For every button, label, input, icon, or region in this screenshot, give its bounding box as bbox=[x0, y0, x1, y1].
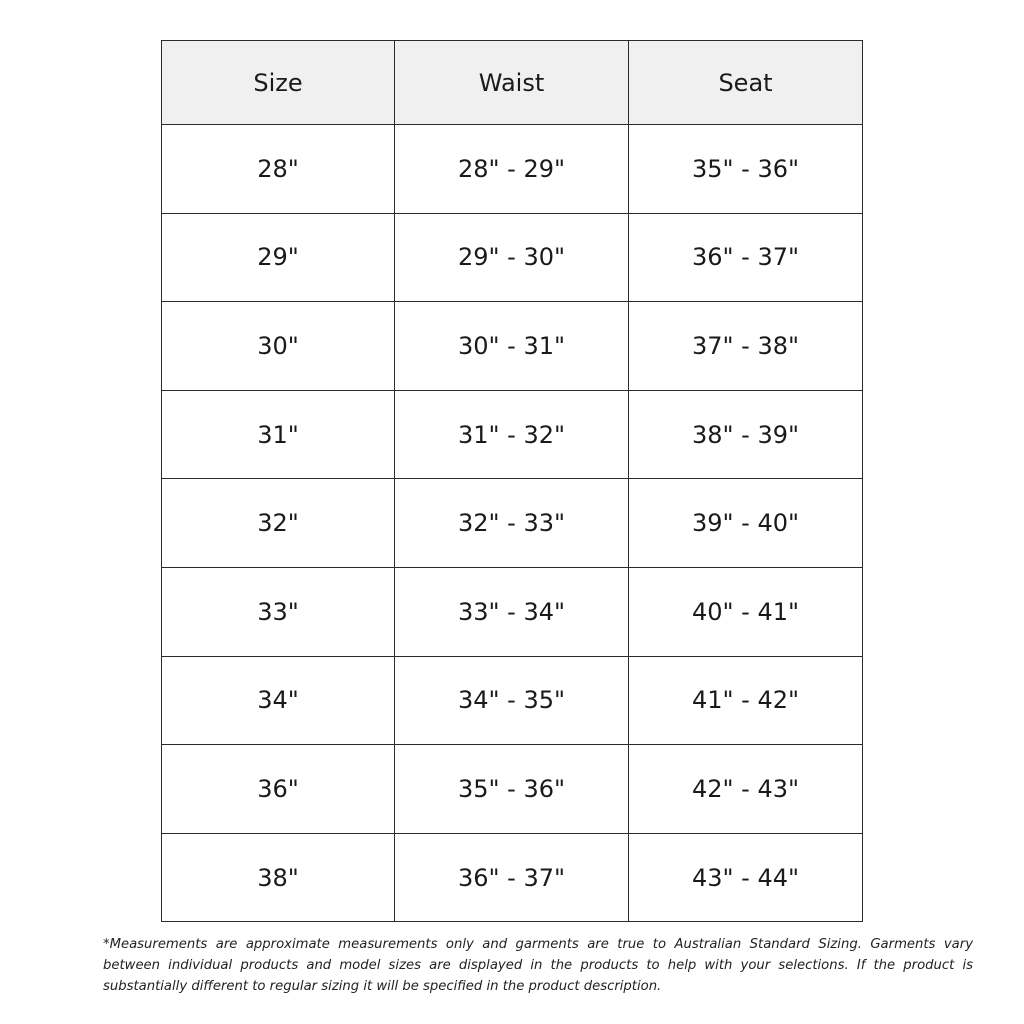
cell-size: 31" bbox=[162, 390, 395, 479]
cell-seat: 40" - 41" bbox=[629, 567, 863, 656]
cell-seat: 43" - 44" bbox=[629, 833, 863, 922]
cell-size: 28" bbox=[162, 125, 395, 214]
table-row bbox=[162, 125, 863, 214]
header-seat: Seat bbox=[629, 41, 863, 125]
cell-waist: 33" - 34" bbox=[395, 567, 629, 656]
table-row bbox=[162, 745, 863, 834]
cell-waist: 29" - 30" bbox=[395, 213, 629, 302]
cell-waist: 35" - 36" bbox=[395, 745, 629, 834]
cell-waist: 28" - 29" bbox=[395, 125, 629, 214]
cell-size: 34" bbox=[162, 656, 395, 745]
table-row bbox=[162, 302, 863, 391]
cell-seat: 37" - 38" bbox=[629, 302, 863, 391]
cell-size: 36" bbox=[162, 745, 395, 834]
cell-seat: 36" - 37" bbox=[629, 213, 863, 302]
cell-size: 38" bbox=[162, 833, 395, 922]
table-row bbox=[162, 567, 863, 656]
cell-waist: 30" - 31" bbox=[395, 302, 629, 391]
cell-seat: 42" - 43" bbox=[629, 745, 863, 834]
cell-waist: 34" - 35" bbox=[395, 656, 629, 745]
cell-waist: 36" - 37" bbox=[395, 833, 629, 922]
table-row bbox=[162, 656, 863, 745]
size-chart-header bbox=[162, 41, 863, 125]
table-row bbox=[162, 833, 863, 922]
cell-waist: 32" - 33" bbox=[395, 479, 629, 568]
header-size: Size bbox=[162, 41, 395, 125]
cell-size: 33" bbox=[162, 567, 395, 656]
cell-seat: 38" - 39" bbox=[629, 390, 863, 479]
table-row bbox=[162, 479, 863, 568]
header-row bbox=[162, 41, 863, 125]
cell-seat: 35" - 36" bbox=[629, 125, 863, 214]
cell-size: 29" bbox=[162, 213, 395, 302]
header-waist: Waist bbox=[395, 41, 629, 125]
cell-seat: 39" - 40" bbox=[629, 479, 863, 568]
cell-seat: 41" - 42" bbox=[629, 656, 863, 745]
size-chart-table bbox=[161, 40, 863, 922]
measurement-footnote: *Measurements are approximate measurements only and garments are true to Australian Standard Sizing. Garments vary between individual products and model sizes are displayed in the products to help with your selections. If the product is substantially different to regular sizing it will be specified in the product description. bbox=[103, 937, 973, 994]
table-row bbox=[162, 390, 863, 479]
table-row bbox=[162, 213, 863, 302]
cell-waist: 31" - 32" bbox=[395, 390, 629, 479]
cell-size: 32" bbox=[162, 479, 395, 568]
size-chart-body bbox=[162, 125, 863, 922]
cell-size: 30" bbox=[162, 302, 395, 391]
